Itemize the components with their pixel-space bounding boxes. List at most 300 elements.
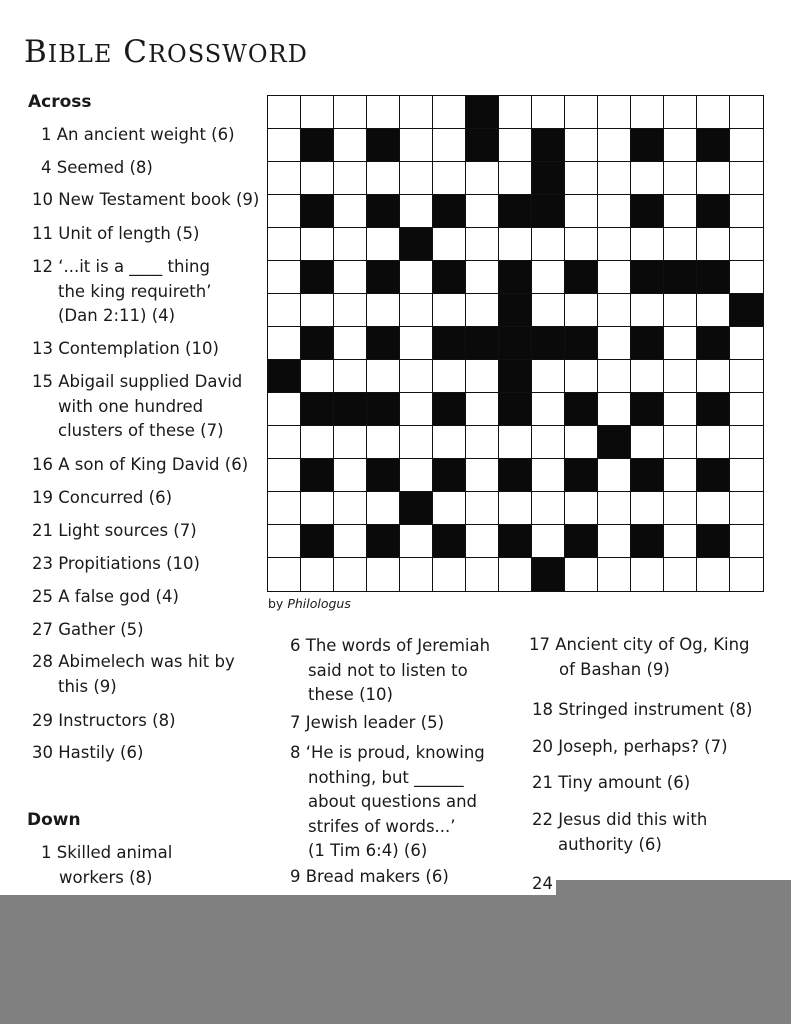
grid-cell[interactable] [531, 260, 566, 295]
grid-cell[interactable] [333, 128, 368, 163]
grid-cell[interactable] [465, 524, 500, 559]
across-clue-12 [32, 255, 211, 329]
black-square [498, 359, 533, 394]
grid-cell[interactable] [630, 557, 665, 592]
grid-cell[interactable] [630, 425, 665, 460]
grid-cell[interactable] [564, 557, 599, 592]
down-clue-17 [529, 633, 750, 682]
black-square [696, 458, 731, 493]
grid-cell[interactable] [630, 95, 665, 130]
grid-cell[interactable] [531, 392, 566, 427]
grid-cell[interactable] [432, 557, 467, 592]
grid-cell[interactable] [564, 161, 599, 196]
black-square [366, 458, 401, 493]
black-square [564, 392, 599, 427]
clue-text: 23 Propitiations (10) [32, 554, 200, 573]
grid-cell[interactable] [630, 227, 665, 262]
clue-text: 9 Bread makers (6) [290, 867, 449, 886]
clue-text: 15 Abigail supplied David [32, 372, 243, 391]
grid-cell[interactable] [498, 128, 533, 163]
grid-cell[interactable] [663, 359, 698, 394]
grid-cell[interactable] [333, 326, 368, 361]
clue-continuation: these (10) [308, 685, 393, 704]
grid-cell[interactable] [465, 359, 500, 394]
grid-cell[interactable] [729, 359, 764, 394]
black-square [630, 128, 665, 163]
grid-cell[interactable] [729, 425, 764, 460]
grid-cell[interactable] [333, 194, 368, 229]
grid-cell[interactable] [564, 425, 599, 460]
byline-author: Philologus [287, 596, 351, 611]
black-square [432, 326, 467, 361]
grid-cell[interactable] [333, 557, 368, 592]
grid-cell[interactable] [267, 557, 302, 592]
across-clue-13 [32, 337, 219, 362]
across-clue-4 [41, 156, 153, 181]
grid-cell[interactable] [729, 128, 764, 163]
grid-cell[interactable] [564, 491, 599, 526]
clue-text: 6 The words of Jeremiah [290, 636, 491, 655]
clue-text: 29 Instructors (8) [32, 711, 176, 730]
black-square [696, 128, 731, 163]
down-clue-21 [532, 771, 690, 796]
down-clue-7 [290, 711, 444, 736]
grid-cell[interactable] [267, 458, 302, 493]
grid-cell[interactable] [465, 227, 500, 262]
clue-continuation: the king requireth’ [58, 281, 212, 301]
grid-cell[interactable] [663, 557, 698, 592]
grid-cell[interactable] [300, 557, 335, 592]
grid-cell[interactable] [729, 392, 764, 427]
grid-cell[interactable] [267, 425, 302, 460]
black-square [564, 524, 599, 559]
black-square [630, 392, 665, 427]
grid-cell[interactable] [267, 524, 302, 559]
grid-cell[interactable] [333, 491, 368, 526]
across-clue-1 [41, 123, 235, 148]
grid-cell[interactable] [663, 392, 698, 427]
grid-cell[interactable] [663, 293, 698, 328]
grid-cell[interactable] [399, 557, 434, 592]
grid-cell[interactable] [267, 128, 302, 163]
grid-cell[interactable] [498, 95, 533, 130]
grid-cell[interactable] [531, 293, 566, 328]
grid-cell[interactable] [729, 260, 764, 295]
down-heading: Down [27, 810, 81, 830]
clue-continuation: (Dan 2:11) (4) [58, 306, 176, 325]
grid-cell[interactable] [564, 293, 599, 328]
grid-cell[interactable] [663, 161, 698, 196]
grid-cell[interactable] [630, 161, 665, 196]
clue-text: 17 Ancient city of Og, King [529, 635, 750, 654]
grid-cell[interactable] [267, 326, 302, 361]
black-square [531, 326, 566, 361]
grid-cell[interactable] [663, 326, 698, 361]
black-square [267, 359, 302, 394]
black-square [630, 194, 665, 229]
grid-cell[interactable] [597, 293, 632, 328]
grid-cell[interactable] [432, 95, 467, 130]
black-square [630, 458, 665, 493]
grid-cell[interactable] [729, 95, 764, 130]
grid-cell[interactable] [696, 425, 731, 460]
black-square [399, 227, 434, 262]
grid-cell[interactable] [267, 392, 302, 427]
black-square [465, 95, 500, 130]
page-title [24, 34, 308, 70]
clue-continuation: clusters of these (7) [58, 421, 224, 440]
black-square [663, 260, 698, 295]
grid-cell[interactable] [465, 491, 500, 526]
grid-cell[interactable] [399, 326, 434, 361]
grid-cell[interactable] [597, 359, 632, 394]
across-clue-27 [32, 618, 144, 643]
grid-cell[interactable] [465, 161, 500, 196]
clue-continuation: nothing, but ______ [308, 767, 464, 787]
grid-cell[interactable] [432, 128, 467, 163]
clue-text: 13 Contemplation (10) [32, 339, 219, 358]
grid-cell[interactable] [333, 161, 368, 196]
across-clue-21 [32, 519, 197, 544]
black-square [399, 491, 434, 526]
clue-continuation: authority (6) [558, 834, 662, 854]
black-square [465, 326, 500, 361]
down-clue-9 [290, 865, 449, 890]
grid-cell[interactable] [267, 95, 302, 130]
across-clue-23 [32, 552, 200, 577]
grid-cell[interactable] [696, 491, 731, 526]
grid-cell[interactable] [465, 392, 500, 427]
grid-cell[interactable] [267, 194, 302, 229]
byline-prefix: by [268, 596, 288, 611]
grid-cell[interactable] [531, 425, 566, 460]
clue-continuation: strifes of words...’ [308, 816, 456, 836]
black-square [597, 425, 632, 460]
clue-text: 21 Light sources (7) [32, 521, 197, 540]
clue-continuation: (1 Tim 6:4) (6) [308, 841, 428, 860]
grid-cell[interactable] [663, 128, 698, 163]
grid-cell[interactable] [300, 293, 335, 328]
grid-cell[interactable] [729, 458, 764, 493]
black-square [300, 128, 335, 163]
grid-cell[interactable] [630, 293, 665, 328]
black-square [498, 326, 533, 361]
grid-cell[interactable] [729, 227, 764, 262]
down-clue-22 [532, 808, 707, 857]
grid-cell[interactable] [498, 425, 533, 460]
byline [268, 596, 351, 611]
grid-cell[interactable] [399, 161, 434, 196]
grid-cell[interactable] [663, 95, 698, 130]
grid-cell[interactable] [696, 161, 731, 196]
grid-cell[interactable] [366, 161, 401, 196]
grid-cell[interactable] [729, 161, 764, 196]
across-clue-11 [32, 222, 199, 247]
down-clue-8 [290, 741, 485, 864]
clue-continuation: of Bashan (9) [559, 659, 670, 679]
grid-cell[interactable] [366, 95, 401, 130]
grid-cell[interactable] [498, 161, 533, 196]
grid-cell[interactable] [399, 392, 434, 427]
grid-cell[interactable] [564, 95, 599, 130]
grid-cell[interactable] [696, 95, 731, 130]
grid-cell[interactable] [663, 524, 698, 559]
down-clue-18 [532, 698, 752, 723]
black-square [630, 326, 665, 361]
grid-cell[interactable] [300, 95, 335, 130]
grid-cell[interactable] [696, 227, 731, 262]
grid-cell[interactable] [729, 491, 764, 526]
clue-text: 12 ‘...it is a ____ thing [32, 257, 210, 276]
across-clue-15 [32, 370, 242, 444]
grid-cell[interactable] [465, 458, 500, 493]
clue-continuation: said not to listen to [308, 660, 468, 680]
grid-cell[interactable] [597, 326, 632, 361]
grid-cell[interactable] [597, 491, 632, 526]
black-square [498, 392, 533, 427]
grid-cell[interactable] [564, 194, 599, 229]
black-square [300, 458, 335, 493]
across-clue-29 [32, 709, 176, 734]
grid-cell[interactable] [597, 557, 632, 592]
crossword-grid [267, 95, 762, 590]
clue-text: 20 Joseph, perhaps? (7) [532, 737, 728, 756]
grid-cell[interactable] [267, 161, 302, 196]
grid-cell[interactable] [300, 425, 335, 460]
grid-cell[interactable] [399, 458, 434, 493]
grid-cell[interactable] [267, 260, 302, 295]
clue-text: 7 Jewish leader (5) [290, 713, 445, 732]
grid-cell[interactable] [663, 491, 698, 526]
grid-cell[interactable] [564, 227, 599, 262]
grid-cell[interactable] [729, 524, 764, 559]
grid-cell[interactable] [300, 359, 335, 394]
grid-cell[interactable] [465, 260, 500, 295]
across-heading: Across [28, 92, 92, 112]
black-square [333, 392, 368, 427]
grid-cell[interactable] [399, 260, 434, 295]
grid-cell[interactable] [399, 524, 434, 559]
grid-cell[interactable] [366, 491, 401, 526]
grid-cell[interactable] [333, 524, 368, 559]
grid-cell[interactable] [366, 557, 401, 592]
black-square [696, 326, 731, 361]
grid-cell[interactable] [300, 227, 335, 262]
grid-cell[interactable] [432, 359, 467, 394]
grid-cell[interactable] [597, 392, 632, 427]
black-square [498, 524, 533, 559]
black-square [696, 260, 731, 295]
grid-cell[interactable] [432, 227, 467, 262]
black-square [696, 524, 731, 559]
grid-cell[interactable] [663, 194, 698, 229]
grid-cell[interactable] [564, 359, 599, 394]
black-square [531, 194, 566, 229]
grid-cell[interactable] [333, 227, 368, 262]
black-square [366, 194, 401, 229]
grid-cell[interactable] [531, 227, 566, 262]
black-square [498, 260, 533, 295]
down-clue-24 [532, 872, 553, 897]
across-clue-25 [32, 585, 179, 610]
grid-cell[interactable] [597, 227, 632, 262]
grid-cell[interactable] [399, 293, 434, 328]
grid-cell[interactable] [267, 293, 302, 328]
black-square [432, 458, 467, 493]
grid-cell[interactable] [696, 557, 731, 592]
grid-cell[interactable] [729, 194, 764, 229]
grid-cell[interactable] [333, 95, 368, 130]
clue-continuation: this (9) [58, 676, 117, 696]
grid-cell[interactable] [597, 260, 632, 295]
clue-text: 28 Abimelech was hit by [32, 652, 235, 671]
grid-cell[interactable] [399, 425, 434, 460]
grid-cell[interactable] [333, 458, 368, 493]
black-square [531, 557, 566, 592]
across-clue-16 [32, 453, 248, 478]
grid-cell[interactable] [465, 425, 500, 460]
grid-cell[interactable] [531, 491, 566, 526]
black-square [432, 194, 467, 229]
black-square [630, 260, 665, 295]
grid-cell[interactable] [531, 95, 566, 130]
grid-cell[interactable] [333, 359, 368, 394]
black-square [531, 128, 566, 163]
clue-text: 24 [532, 874, 553, 893]
across-clue-30 [32, 741, 143, 766]
grid-cell[interactable] [300, 491, 335, 526]
clue-continuation: with one hundred [58, 396, 204, 416]
grid-cell[interactable] [432, 161, 467, 196]
black-square [366, 326, 401, 361]
redaction-band [0, 895, 791, 1024]
grid-cell[interactable] [267, 227, 302, 262]
grid-cell[interactable] [366, 425, 401, 460]
clue-text: 27 Gather (5) [32, 620, 144, 639]
grid-cell[interactable] [597, 161, 632, 196]
black-square [300, 524, 335, 559]
grid-cell[interactable] [432, 425, 467, 460]
black-square [432, 392, 467, 427]
grid-cell[interactable] [597, 194, 632, 229]
grid-cell[interactable] [696, 359, 731, 394]
grid-cell[interactable] [630, 491, 665, 526]
clue-text: 21 Tiny amount (6) [532, 773, 691, 792]
clue-text: 11 Unit of length (5) [32, 224, 200, 243]
grid-cell[interactable] [399, 128, 434, 163]
grid-cell[interactable] [267, 491, 302, 526]
redaction-patch [556, 880, 791, 895]
grid-cell[interactable] [432, 293, 467, 328]
clue-text: 22 Jesus did this with [532, 810, 708, 829]
grid-cell[interactable] [564, 128, 599, 163]
black-square [696, 194, 731, 229]
black-square [696, 392, 731, 427]
grid-cell[interactable] [597, 458, 632, 493]
clue-continuation: about questions and [308, 792, 478, 811]
clue-text: 18 Stringed instrument (8) [532, 700, 753, 719]
grid-cell[interactable] [300, 161, 335, 196]
grid-cell[interactable] [333, 425, 368, 460]
black-square [366, 524, 401, 559]
grid-cell[interactable] [498, 491, 533, 526]
black-square [300, 392, 335, 427]
clue-text: 4 Seemed (8) [41, 158, 153, 177]
grid-cell[interactable] [333, 293, 368, 328]
grid-cell[interactable] [663, 458, 698, 493]
grid-cell[interactable] [399, 359, 434, 394]
grid-cell[interactable] [729, 326, 764, 361]
black-square [564, 458, 599, 493]
grid-cell[interactable] [696, 293, 731, 328]
grid-cell[interactable] [366, 359, 401, 394]
black-square [366, 128, 401, 163]
clue-text: 30 Hastily (6) [32, 743, 144, 762]
down-clue-1 [41, 841, 172, 890]
grid-cell[interactable] [597, 128, 632, 163]
grid-cell[interactable] [498, 227, 533, 262]
grid-cell[interactable] [663, 227, 698, 262]
grid-cell[interactable] [366, 227, 401, 262]
page-title-text: BIBLE CROSSWORD [24, 34, 308, 70]
black-square [300, 260, 335, 295]
clue-continuation: workers (8) [59, 867, 153, 887]
clue-text: 1 An ancient weight (6) [41, 125, 235, 144]
grid-cell[interactable] [498, 557, 533, 592]
clue-text: 10 New Testament book (9) [32, 190, 260, 209]
grid-cell[interactable] [630, 359, 665, 394]
black-square [465, 128, 500, 163]
black-square [564, 326, 599, 361]
grid-cell[interactable] [399, 95, 434, 130]
black-square [432, 524, 467, 559]
grid-cell[interactable] [531, 524, 566, 559]
grid-cell[interactable] [333, 260, 368, 295]
black-square [498, 194, 533, 229]
grid-cell[interactable] [465, 194, 500, 229]
black-square [300, 326, 335, 361]
black-square [630, 524, 665, 559]
clue-text: 25 A false god (4) [32, 587, 179, 606]
across-clue-19 [32, 486, 172, 511]
grid-cell[interactable] [597, 95, 632, 130]
across-clue-10 [32, 188, 259, 213]
clue-text: 1 Skilled animal [41, 843, 173, 862]
grid-cell[interactable] [531, 458, 566, 493]
black-square [498, 293, 533, 328]
grid-cell[interactable] [531, 359, 566, 394]
black-square [531, 161, 566, 196]
clue-text: 8 ‘He is proud, knowing [290, 743, 485, 762]
black-square [729, 293, 764, 328]
grid-cell[interactable] [465, 557, 500, 592]
grid-cell[interactable] [597, 524, 632, 559]
grid-cell[interactable] [366, 293, 401, 328]
grid-cell[interactable] [663, 425, 698, 460]
clue-text: 16 A son of King David (6) [32, 455, 249, 474]
black-square [366, 392, 401, 427]
grid-cell[interactable] [465, 293, 500, 328]
down-clue-20 [532, 735, 728, 760]
grid-cell[interactable] [729, 557, 764, 592]
grid-cell[interactable] [399, 194, 434, 229]
black-square [366, 260, 401, 295]
clue-text: 19 Concurred (6) [32, 488, 173, 507]
grid-cell[interactable] [432, 491, 467, 526]
black-square [564, 260, 599, 295]
black-square [498, 458, 533, 493]
across-clue-28 [32, 650, 235, 699]
